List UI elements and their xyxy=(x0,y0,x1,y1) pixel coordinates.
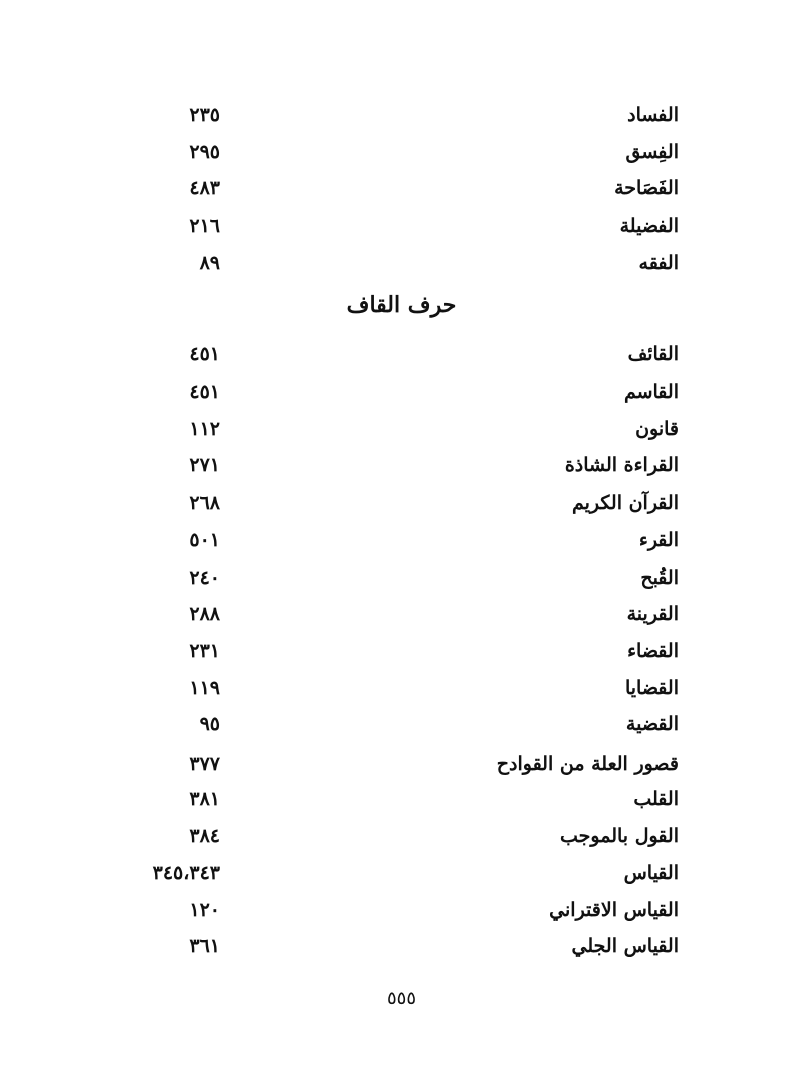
index-term: القرينة xyxy=(626,603,679,625)
index-entry xyxy=(0,134,803,170)
index-term: القراءة الشاذة xyxy=(564,454,679,476)
index-term: القياس الاقتراني xyxy=(549,899,679,921)
index-term: القلب xyxy=(633,788,679,810)
index-term: القضاء xyxy=(627,640,679,662)
index-entry xyxy=(0,336,803,372)
index-term: الفساد xyxy=(627,104,679,126)
index-term: الفِسق xyxy=(625,141,679,163)
index-term: القائف xyxy=(627,343,679,365)
index-term: القُبح xyxy=(640,567,679,589)
index-entry xyxy=(0,560,803,596)
index-entry xyxy=(0,670,803,706)
page-number: ٥٥٥ xyxy=(386,988,416,1009)
index-term: القول بالموجب xyxy=(560,825,679,847)
index-entry xyxy=(0,633,803,669)
index-entry xyxy=(0,596,803,632)
index-term: الفضيلة xyxy=(619,215,679,237)
index-entry xyxy=(0,97,803,133)
index-page-ref: ٤٥١ xyxy=(189,381,220,403)
index-page-ref: ٤٨٣ xyxy=(189,177,220,199)
index-entry xyxy=(0,746,803,782)
index-term: القاسم xyxy=(623,381,679,403)
index-entry xyxy=(0,208,803,244)
index-page-ref: ٨٩ xyxy=(199,252,220,274)
index-term: قصور العلة من القوادح xyxy=(496,753,679,775)
index-term: القياس الجلي xyxy=(571,935,679,957)
index-page-ref: ١١٩ xyxy=(189,677,220,699)
index-entry xyxy=(0,855,803,891)
index-page-ref: ١١٢ xyxy=(189,418,220,440)
index-entry xyxy=(0,170,803,206)
index-page-ref: ٢٩٥ xyxy=(189,141,220,163)
index-entry xyxy=(0,706,803,742)
index-term: القضية xyxy=(625,713,679,735)
index-page-ref: ٢٧١ xyxy=(189,454,220,476)
index-page-ref: ٥٠١ xyxy=(189,529,220,551)
index-term: الفقه xyxy=(638,252,679,274)
index-entry xyxy=(0,818,803,854)
index-term: القرء xyxy=(638,529,679,551)
index-page-ref: ٢٦٨ xyxy=(189,492,220,514)
index-page-ref: ٩٥ xyxy=(199,713,220,735)
index-page-ref: ٢٣١ xyxy=(189,640,220,662)
index-page-ref: ٢٨٨ xyxy=(189,603,220,625)
index-entry xyxy=(0,522,803,558)
index-page-ref: ٣٦١ xyxy=(189,935,220,957)
section-heading: حرف القاف xyxy=(346,292,457,318)
index-page-ref: ٤٥١ xyxy=(189,343,220,365)
index-page-ref: ١٢٠ xyxy=(189,899,220,921)
index-entry xyxy=(0,781,803,817)
index-page-ref: ٢٣٥ xyxy=(189,104,220,126)
index-term: الفَصَاحة xyxy=(614,177,679,199)
index-term: القياس xyxy=(623,862,679,884)
index-entry xyxy=(0,374,803,410)
index-page-ref: ٢١٦ xyxy=(189,215,220,237)
index-page-ref: ٣٨١ xyxy=(189,788,220,810)
index-page-ref: ٢٤٠ xyxy=(189,567,220,589)
index-entry xyxy=(0,245,803,281)
index-term: قانون xyxy=(635,418,679,440)
index-page-ref: ٣٨٤ xyxy=(189,825,220,847)
index-entry xyxy=(0,447,803,483)
index-entry xyxy=(0,485,803,521)
index-term: القضايا xyxy=(624,677,679,699)
index-entry xyxy=(0,892,803,928)
index-page-ref: ٣٤٥،٣٤٣ xyxy=(152,862,220,884)
index-entry xyxy=(0,411,803,447)
index-entry xyxy=(0,928,803,964)
index-page-ref: ٣٧٧ xyxy=(189,753,220,775)
index-term: القرآن الكريم xyxy=(572,492,679,514)
